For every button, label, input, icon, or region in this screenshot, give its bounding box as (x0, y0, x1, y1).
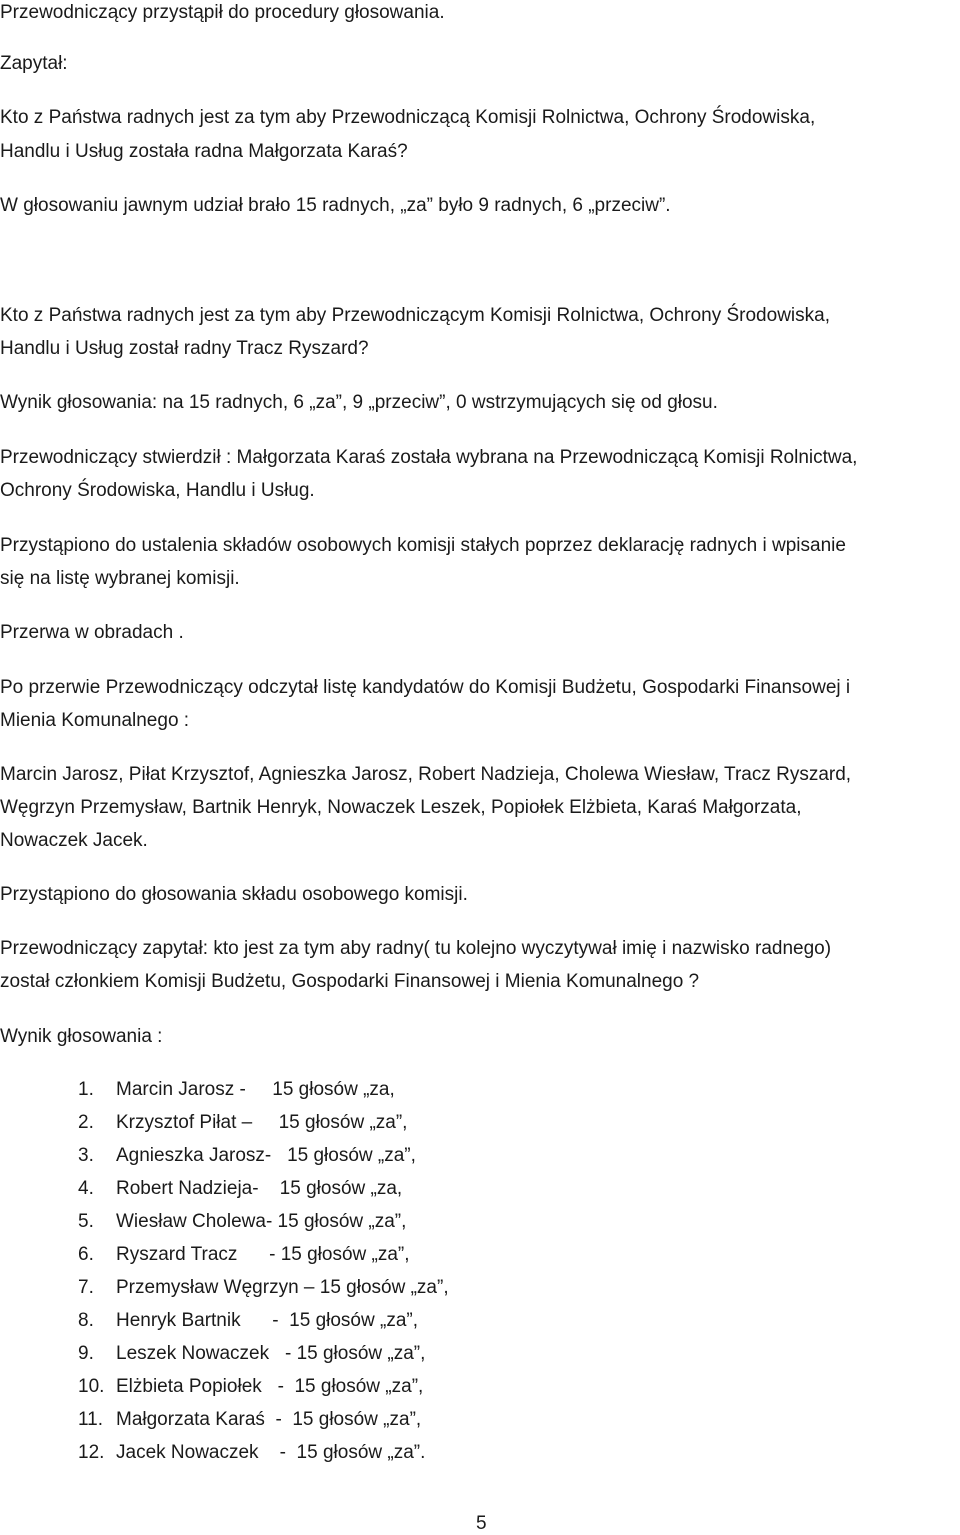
statement-line-2: Ochrony Środowiska, Handlu i Usług. (0, 480, 315, 501)
list-text: Jacek Nowaczek - 15 głosów „za”. (116, 1442, 426, 1463)
statement-line-1: Przewodniczący stwierdził : Małgorzata Karaś została wybrana na Przewodniczącą Komisji Rolnictwa, (0, 447, 858, 468)
voting-start: Przystąpiono do głosowania składu osobowego komisji. (0, 884, 468, 905)
list-text: Henryk Bartnik - 15 głosów „za”, (116, 1310, 418, 1331)
list-text: Robert Nadzieja- 15 głosów „za, (116, 1178, 403, 1199)
vote-result-2: Wynik głosowania: na 15 radnych, 6 „za”, 9 „przeciw”, 0 wstrzymujących się od głosu. (0, 392, 718, 413)
list-item (78, 1143, 449, 1176)
candidates-line-2: Węgrzyn Przemysław, Bartnik Henryk, Nowaczek Leszek, Popiołek Elżbieta, Karaś Małgorzata, (0, 797, 802, 818)
candidates-line-1: Marcin Jarosz, Piłat Krzysztof, Agnieszka Jarosz, Robert Nadzieja, Cholewa Wiesław, Tracz Ryszard, (0, 764, 852, 785)
list-number: 12. (78, 1442, 105, 1463)
list-text: Przemysław Węgrzyn – 15 głosów „za”, (116, 1277, 449, 1298)
list-number: 10. (78, 1376, 105, 1397)
list-item (78, 1176, 449, 1209)
list-item (78, 1341, 449, 1374)
candidates-intro-line-2: Mienia Komunalnego : (0, 710, 190, 731)
list-number: 8. (78, 1310, 94, 1331)
list-number: 3. (78, 1145, 94, 1166)
list-text: Małgorzata Karaś - 15 głosów „za”, (116, 1409, 422, 1430)
list-text: Ryszard Tracz - 15 głosów „za”, (116, 1244, 410, 1265)
list-item (78, 1110, 449, 1143)
vote-results-list (78, 1077, 449, 1473)
question-line-1: Kto z Państwa radnych jest za tym aby Przewodniczącą Komisji Rolnictwa, Ochrony Środowiska, (0, 107, 816, 128)
list-item (78, 1209, 449, 1242)
list-number: 6. (78, 1244, 94, 1265)
list-text: Leszek Nowaczek - 15 głosów „za”, (116, 1343, 426, 1364)
list-text: Wiesław Cholewa- 15 głosów „za”, (116, 1211, 407, 1232)
list-text: Elżbieta Popiołek - 15 głosów „za”, (116, 1376, 424, 1397)
question2-line-2: Handlu i Usług został radny Tracz Ryszard? (0, 338, 369, 359)
list-item (78, 1440, 449, 1473)
question3-line-1: Przewodniczący zapytał: kto jest za tym aby radny( tu kolejno wyczytywał imię i nazwisko radnego) (0, 938, 832, 959)
question-line-2: Handlu i Usług została radna Małgorzata Karaś? (0, 141, 408, 162)
composition-line-1: Przystąpiono do ustalenia składów osobowych komisji stałych poprzez deklarację radnych i wpisanie (0, 535, 846, 556)
list-number: 2. (78, 1112, 94, 1133)
question2-line-1: Kto z Państwa radnych jest za tym aby Przewodniczącym Komisji Rolnictwa, Ochrony Środowiska, (0, 305, 830, 326)
list-number: 9. (78, 1343, 94, 1364)
list-text: Krzysztof Piłat – 15 głosów „za”, (116, 1112, 408, 1133)
question3-line-2: został członkiem Komisji Budżetu, Gospodarki Finansowej i Mienia Komunalnego ? (0, 971, 700, 992)
list-item (78, 1077, 449, 1110)
candidates-line-3: Nowaczek Jacek. (0, 830, 148, 851)
composition-line-2: się na listę wybranej komisji. (0, 568, 240, 589)
list-item (78, 1407, 449, 1440)
list-item (78, 1308, 449, 1341)
list-item (78, 1374, 449, 1407)
page-number: 5 (476, 1513, 487, 1534)
list-number: 4. (78, 1178, 94, 1199)
list-number: 5. (78, 1211, 94, 1232)
paragraph-procedure: Przewodniczący przystąpił do procedury głosowania. (0, 2, 445, 23)
paragraph-asked: Zapytał: (0, 53, 68, 74)
vote-result-1: W głosowaniu jawnym udział brało 15 radnych, „za” było 9 radnych, 6 „przeciw”. (0, 195, 671, 216)
list-item (78, 1242, 449, 1275)
list-item (78, 1275, 449, 1308)
list-text: Agnieszka Jarosz- 15 głosów „za”, (116, 1145, 416, 1166)
break-note: Przerwa w obradach . (0, 622, 184, 643)
list-number: 1. (78, 1079, 94, 1100)
list-number: 7. (78, 1277, 94, 1298)
vote-result-heading: Wynik głosowania : (0, 1026, 163, 1047)
list-number: 11. (78, 1409, 104, 1430)
candidates-intro-line-1: Po przerwie Przewodniczący odczytał listę kandydatów do Komisji Budżetu, Gospodarki Finansowej i (0, 677, 851, 698)
list-text: Marcin Jarosz - 15 głosów „za, (116, 1079, 395, 1100)
